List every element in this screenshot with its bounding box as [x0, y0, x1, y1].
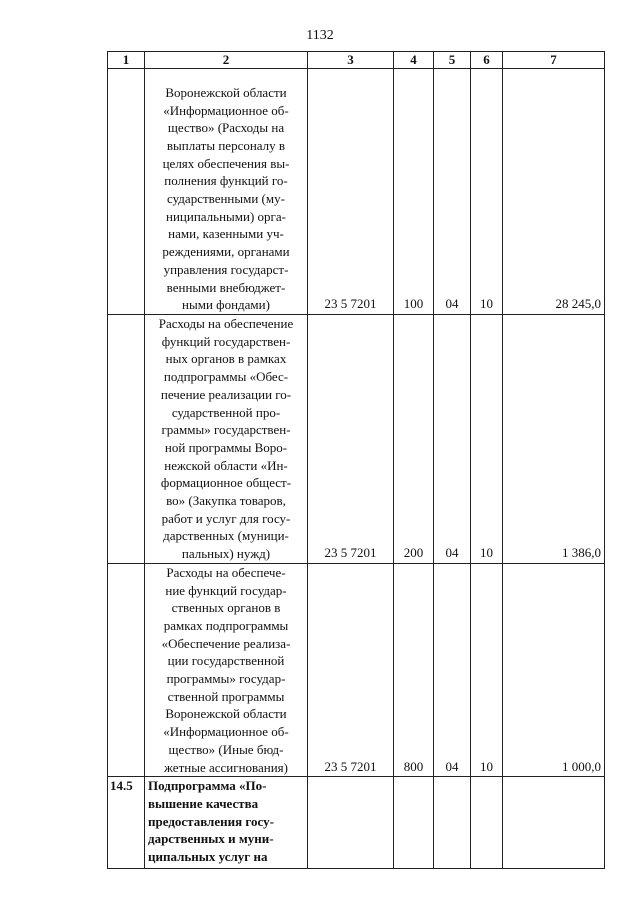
row-col-4: 800 [394, 563, 434, 776]
row-amount [503, 777, 605, 869]
budget-table [107, 51, 605, 869]
row-number [108, 69, 145, 315]
row-col-6: 10 [471, 69, 503, 315]
row-code: 23 5 7201 [308, 315, 394, 564]
header-col-4: 4 [394, 52, 434, 69]
page-number: 1132 [306, 28, 334, 43]
row-code: 23 5 7201 [308, 563, 394, 776]
table-row [108, 563, 605, 776]
row-number: 14.5 [108, 777, 145, 869]
row-col-4 [394, 777, 434, 869]
row-description-text: Расходы на обеспече- ние функций государ- ственных органов в рамках подпрограммы «Обеспечение реализа- ции государственной программы» государ- ственной программы Воронежской области «Информационное об- щество» (Иные бюд- жетные ассигнования) [161, 564, 291, 775]
row-amount: 28 245,0 [503, 69, 605, 315]
row-col-6: 10 [471, 315, 503, 564]
row-col-4: 200 [394, 315, 434, 564]
row-description-text: Воронежской области «Информационное об- щество» (Расходы на выплаты персоналу в целях обеспечения вы- полнения функций го- сударственными (му- ниципальными) орга- нами, казенными уч- реждениями, органами управления государст- венными внебюджет- ными фондами) [162, 84, 290, 313]
row-amount: 1 386,0 [503, 315, 605, 564]
table-row [108, 69, 605, 315]
table-row [108, 315, 605, 564]
row-number [108, 563, 145, 776]
row-description-text: Расходы на обеспечение функций государствен- ных органов в рамках подпрограммы «Обес- печение реализации го- сударственной про- граммы» государствен- ной программы Воро- нежской области «Ин- формационное общест- во» (Закупка товаров, работ и услуг для госу- дарственных (муници- пальных) нужд) [158, 316, 294, 562]
header-col-7: 7 [503, 52, 605, 69]
row-code: 23 5 7201 [308, 69, 394, 315]
header-col-1: 1 [108, 52, 145, 69]
table-row [108, 777, 605, 869]
row-description [145, 315, 308, 564]
row-amount: 1 000,0 [503, 563, 605, 776]
row-description-text: Подпрограмма «По- вышение качества предоставления госу- дарственных и муни- ципальных услуг на [148, 778, 274, 865]
row-col-5: 04 [434, 69, 471, 315]
header-row [108, 52, 605, 69]
row-col-6: 10 [471, 563, 503, 776]
row-col-6 [471, 777, 503, 869]
row-code [308, 777, 394, 869]
row-col-5 [434, 777, 471, 869]
header-col-5: 5 [434, 52, 471, 69]
header-col-3: 3 [308, 52, 394, 69]
header-col-6: 6 [471, 52, 503, 69]
row-col-4: 100 [394, 69, 434, 315]
row-description [145, 777, 308, 869]
row-description [145, 69, 308, 315]
header-col-2: 2 [145, 52, 308, 69]
row-col-5: 04 [434, 563, 471, 776]
row-description [145, 563, 308, 776]
row-number [108, 315, 145, 564]
row-col-5: 04 [434, 315, 471, 564]
